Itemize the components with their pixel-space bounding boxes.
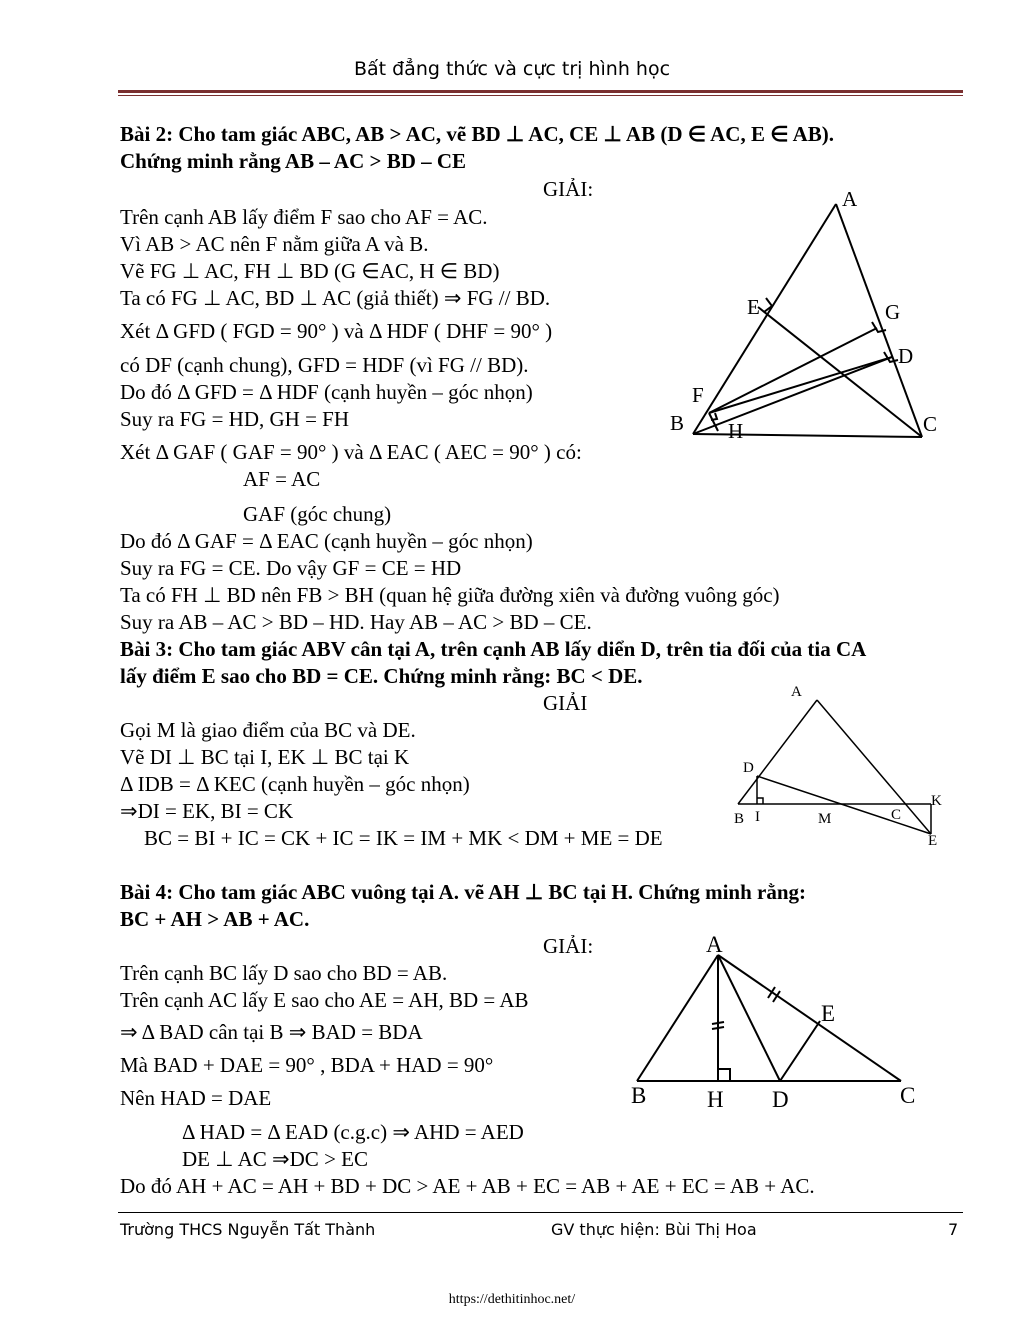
figure-label: K [931,793,942,809]
bai2-line: Vẽ FG ⊥ AC, FH ⊥ BD (G ∈AC, H ∈ BD) [120,259,500,283]
figure-label: B [631,1083,647,1108]
figure-label: A [791,684,802,700]
footer-school: Trường THCS Nguyễn Tất Thành [120,1220,376,1239]
page-header-title: Bất đẳng thức và cực trị hình học [353,58,671,80]
bai2-line: Trên cạnh AB lấy điểm F sao cho AF = AC. [120,205,488,229]
bai2-title-line2: Chứng minh rằng AB – AC > BD – CE [120,149,467,173]
footer-page-number: 7 [948,1220,959,1239]
figure-label: E [928,833,938,849]
bai4-line: Nên HAD = DAE [120,1086,272,1110]
figure-label: B [670,411,685,435]
bai2-line: Ta có FG ⊥ AC, BD ⊥ AC (giả thiết) ⇒ FG // BD. [120,286,551,310]
figure-label: E [747,295,760,319]
bai4-title-line1: Bài 4: Cho tam giác ABC vuông tại A. vẽ AH ⊥ BC tại H. Chứng minh rằng: [120,880,807,904]
figure-label: B [734,811,745,827]
bai2-line: AF = AC [243,467,321,491]
bai4-line: Trên cạnh BC lấy D sao cho BD = AB. [120,961,448,985]
bai4-line: Δ HAD = Δ EAD (c.g.c) ⇒ AHD = AED [182,1120,524,1144]
bai4-giai-heading: GIẢI: [543,934,594,958]
figure-label: D [772,1087,789,1112]
bai4-line: Trên cạnh AC lấy E sao cho AE = AH, BD = AB [120,988,529,1012]
bai2-line: Do đó Δ GAF = Δ EAC (cạnh huyền – góc nhọn) [120,529,533,553]
figure-label: C [923,412,938,436]
bai3-giai-heading: GIẢI [543,691,588,715]
bai2-line: Xét Δ GAF ( GAF = 90° ) và Δ EAC ( AEC = 90° ) có: [120,440,582,464]
bai2-line: Ta có FH ⊥ BD nên FB > BH (quan hệ giữa đường xiên và đường vuông góc) [120,583,780,607]
header-divider [118,90,963,93]
bai3-title-line1: Bài 3: Cho tam giác ABV cân tại A, trên cạnh AB lấy diển D, trên tia đối của tia CA [120,637,867,661]
bai2-figure [660,180,960,450]
figure-label: H [707,1087,724,1112]
bai3-line: BC = BI + IC = CK + IC = IK = IM + MK < DM + ME = DE [144,826,663,850]
bai2-line: Suy ra FG = HD, GH = FH [120,407,350,431]
bai2-line: GAF (góc chung) [243,502,392,526]
bai2-line: Xét Δ GFD ( FGD = 90° ) và Δ HDF ( DHF = 90° ) [120,319,553,343]
figure-label: M [818,811,832,827]
figure-label: D [898,344,914,368]
bai2-giai-heading: GIẢI: [543,177,594,201]
figure-label: A [842,187,858,211]
figure-label: D [743,760,754,776]
source-url[interactable]: https://dethitinhoc.net/ [448,1292,576,1307]
figure-label: F [692,383,704,407]
bai3-line: Gọi M là giao điểm của BC và DE. [120,718,416,742]
bai4-line: DE ⊥ AC ⇒DC > EC [182,1147,368,1171]
footer-divider [118,1212,963,1213]
figure-label: E [821,1001,836,1026]
bai3-line: Δ IDB = Δ KEC (cạnh huyền – góc nhọn) [120,772,470,796]
figure-label: A [706,932,723,957]
header-divider-thin [118,95,963,96]
bai2-line: Suy ra AB – AC > BD – HD. Hay AB – AC > BD – CE. [120,610,592,634]
bai2-line: Suy ra FG = CE. Do vậy GF = CE = HD [120,556,462,580]
bai4-figure [625,925,935,1115]
bai2-line: Do đó Δ GFD = Δ HDF (cạnh huyền – góc nhọn) [120,380,533,404]
figure-label: G [885,300,901,324]
bai3-title-line2: lấy điểm E sao cho BD = CE. Chứng minh rằng: BC < DE. [120,664,643,688]
figure-label: I [755,809,760,825]
bai2-line: Vì AB > AC nên F nằm giữa A và B. [120,232,429,256]
bai2-title-line1: Bài 2: Cho tam giác ABC, AB > AC, vẽ BD ⊥ AC, CE ⊥ AB (D ∈ AC, E ∈ AB). [120,122,835,146]
bai4-line: Do đó AH + AC = AH + BD + DC > AE + AB + EC = AB + AE + EC = AB + AC. [120,1174,815,1198]
bai3-line: Vẽ DI ⊥ BC tại I, EK ⊥ BC tại K [120,745,410,769]
bai4-line: Mà BAD + DAE = 90° , BDA + HAD = 90° [120,1053,494,1077]
figure-label: H [728,419,744,443]
figure-label: C [900,1083,916,1108]
bai3-line: ⇒DI = EK, BI = CK [120,799,294,823]
footer-teacher: GV thực hiện: Bùi Thị Hoa [551,1220,757,1239]
bai2-line: có DF (cạnh chung), GFD = HDF (vì FG // BD). [120,353,529,377]
bai3-figure [725,680,965,850]
figure-label: C [891,807,902,823]
bai4-title-line2: BC + AH > AB + AC. [120,907,310,931]
bai4-line: ⇒ Δ BAD cân tại B ⇒ BAD = BDA [120,1020,423,1044]
